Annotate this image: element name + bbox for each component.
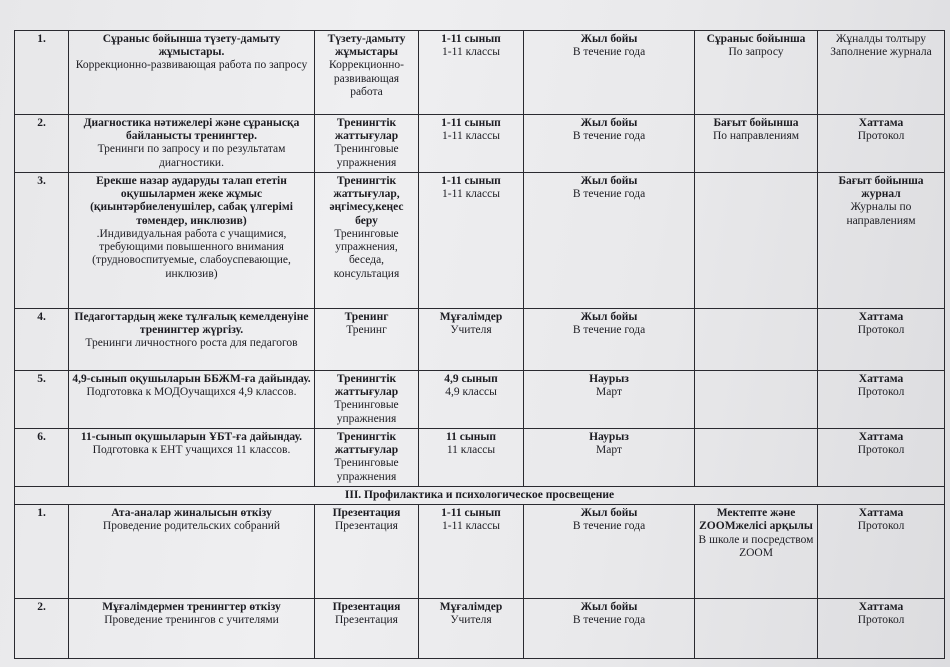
row-number: 2. — [15, 599, 69, 659]
place-cell — [695, 371, 818, 429]
result-cell: Бағыт бойынша журнал Журналы по направлениям — [818, 173, 945, 309]
table-row — [15, 371, 945, 429]
activity-cell: Педагогтардың жеке тұлғалық кемелденуіне тренингтер жүргізу. Тренинги личностного роста для педагогов — [69, 309, 315, 371]
table-row — [15, 599, 945, 659]
activity-cell: Ата-аналар жиналысын өткізу Проведение родительских собраний — [69, 505, 315, 599]
table-row — [15, 428, 945, 486]
row-number: 2. — [15, 115, 69, 173]
activity-cell: 11-сынып оқушыларын ҰБТ-ға дайындау. Подготовка к ЕНТ учащихся 11 классов. — [69, 428, 315, 486]
row-number: 4. — [15, 309, 69, 371]
place-cell — [695, 599, 818, 659]
time-cell: Жыл бойы В течение года — [524, 31, 695, 115]
form-cell: Презентация Презентация — [315, 505, 419, 599]
row-number: 5. — [15, 371, 69, 429]
form-cell: Тренинг Тренинг — [315, 309, 419, 371]
place-cell: Сұраныс бойынша По запросу — [695, 31, 818, 115]
target-cell: 1-11 сынып 1-11 классы — [419, 115, 524, 173]
target-cell: 1-11 сынып 1-11 классы — [419, 505, 524, 599]
table-row — [15, 31, 945, 115]
table-row — [15, 309, 945, 371]
activity-cell: Мұғалімдермен тренингтер өткізу Проведение тренингов с учителями — [69, 599, 315, 659]
activity-cell: Диагностика нәтижелері және сұранысқа байланысты тренингтер. Тренинги по запросу и по результатам диагностики. — [69, 115, 315, 173]
form-cell: Тренингтік жаттығулар Тренинговые упражнения — [315, 115, 419, 173]
form-cell: Тренингтік жаттығулар Тренинговые упражнения — [315, 371, 419, 429]
table-row — [15, 505, 945, 599]
target-cell: 1-11 сынып 1-11 классы — [419, 31, 524, 115]
place-cell — [695, 173, 818, 309]
place-cell — [695, 428, 818, 486]
result-cell: Хаттама Протокол — [818, 599, 945, 659]
target-cell: Мұғалімдер Учителя — [419, 309, 524, 371]
result-cell: Хаттама Протокол — [818, 428, 945, 486]
activity-cell: 4,9-сынып оқушыларын ББЖМ-ға дайындау. Подготовка к МОДОучащихся 4,9 классов. — [69, 371, 315, 429]
result-cell: Жұналды толтыру Заполнение журнала — [818, 31, 945, 115]
time-cell: Жыл бойы В течение года — [524, 505, 695, 599]
target-cell: Мұғалімдер Учителя — [419, 599, 524, 659]
row-number: 6. — [15, 428, 69, 486]
time-cell: Жыл бойы В течение года — [524, 115, 695, 173]
row-number: 1. — [15, 505, 69, 599]
result-cell: Хаттама Протокол — [818, 115, 945, 173]
form-cell: Презентация Презентация — [315, 599, 419, 659]
target-cell: 11 сынып 11 классы — [419, 428, 524, 486]
target-cell: 4,9 сынып 4,9 классы — [419, 371, 524, 429]
table-row — [15, 115, 945, 173]
table-row — [15, 173, 945, 309]
time-cell: Жыл бойы В течение года — [524, 173, 695, 309]
time-cell: Наурыз Март — [524, 428, 695, 486]
place-cell: Мектепте және ZOOMжелісі арқылы В школе и посредством ZOOM — [695, 505, 818, 599]
section-title: III. Профилактика и психологическое просвещение — [15, 486, 945, 504]
result-cell: Хаттама Протокол — [818, 371, 945, 429]
form-cell: Түзету-дамыту жұмыстары Коррекционно-развивающая работа — [315, 31, 419, 115]
row-number: 3. — [15, 173, 69, 309]
form-cell: Тренингтік жаттығулар, әңгімесу,кеңес беру Тренинговые упражнения, беседа, консультация — [315, 173, 419, 309]
time-cell: Жыл бойы В течение года — [524, 309, 695, 371]
place-cell — [695, 309, 818, 371]
target-cell: 1-11 сынып 1-11 классы — [419, 173, 524, 309]
time-cell: Наурыз Март — [524, 371, 695, 429]
activity-cell: Ерекше назар аударуды талап ететін оқушылармен жеке жұмыс (қиынтәрбиеленушілер, сабақ үлгерімі төмендер, инклюзив) .Индивидуальная работа с учащимися, требующими повышенного внимания (трудновоспитуемые, слабоуспевающие, инклюзив) — [69, 173, 315, 309]
result-cell: Хаттама Протокол — [818, 309, 945, 371]
section-row — [15, 486, 945, 504]
result-cell: Хаттама Протокол — [818, 505, 945, 599]
place-cell: Бағыт бойынша По направлениям — [695, 115, 818, 173]
form-cell: Тренингтік жаттығулар Тренинговые упражнения — [315, 428, 419, 486]
time-cell: Жыл бойы В течение года — [524, 599, 695, 659]
activity-cell: Сұраныс бойынша түзету-дамыту жұмыстары. Коррекционно-развивающая работа по запросу — [69, 31, 315, 115]
work-plan-table — [14, 30, 945, 659]
row-number: 1. — [15, 31, 69, 115]
